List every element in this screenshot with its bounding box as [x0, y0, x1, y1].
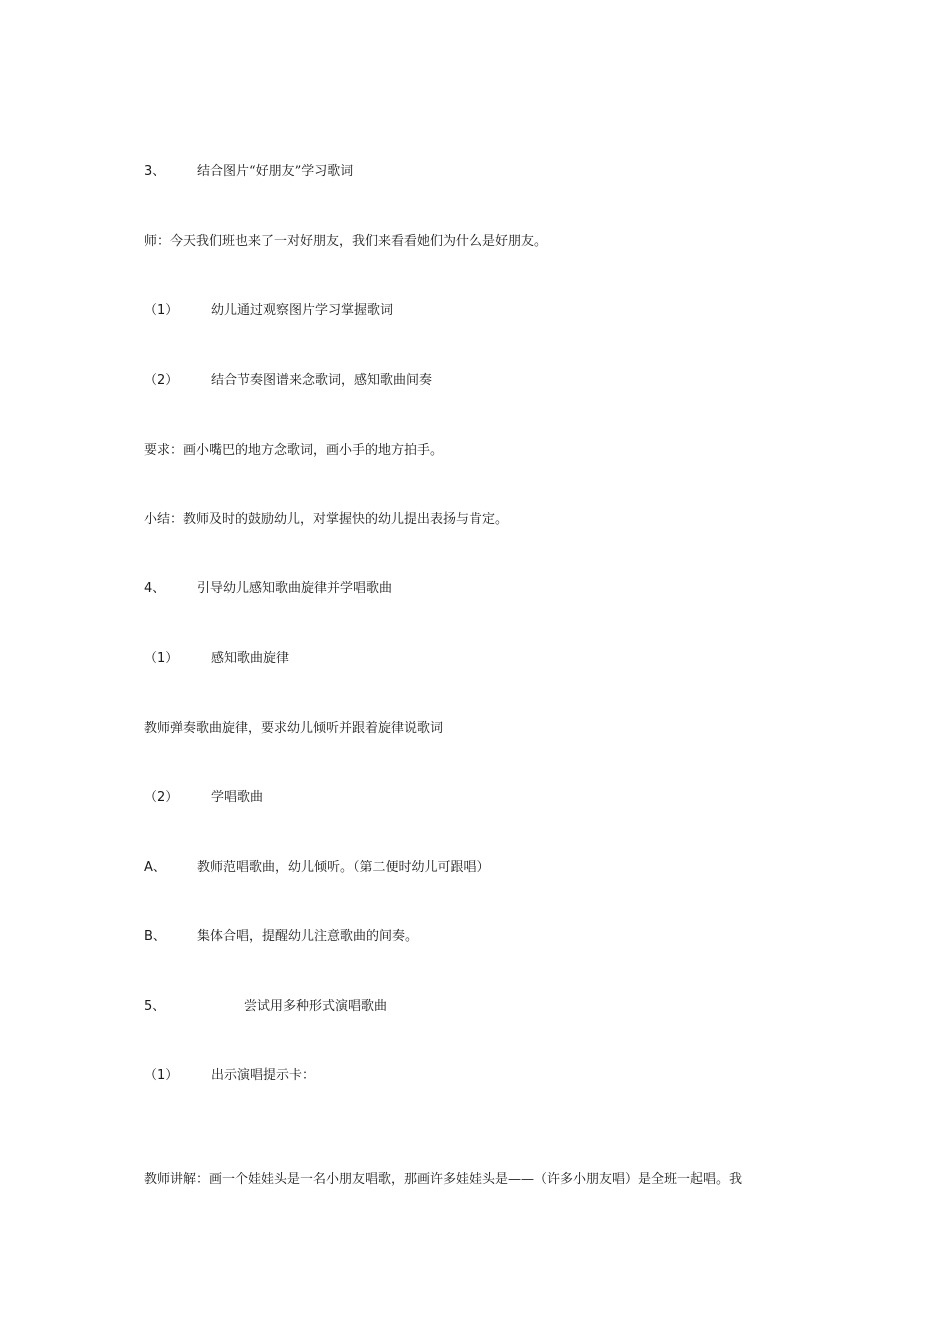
sub-item	[144, 789, 263, 807]
heading-text: 引导幼儿感知歌曲旋律并学唱歌曲	[197, 581, 393, 596]
list-marker: 5、	[144, 999, 166, 1014]
paragraph-text: 教师弹奏歌曲旋律，要求幼儿倾听并跟着旋律说歌词	[144, 721, 444, 736]
list-marker: （1）	[144, 1068, 179, 1083]
sub-item-text: 出示演唱提示卡：	[211, 1068, 316, 1083]
sub-item-text: 结合节奏图谱来念歌词，感知歌曲间奏	[211, 373, 433, 388]
list-marker: B、	[144, 929, 166, 944]
list-marker: （2）	[144, 790, 179, 805]
sub-item	[144, 650, 289, 668]
paragraph-text: 师：今天我们班也来了一对好朋友，我们来看看她们为什么是好朋友。	[144, 234, 548, 249]
heading-text: 结合图片“好朋友”学习歌词	[197, 164, 354, 179]
step-item-text: 集体合唱，提醒幼儿注意歌曲的间奏。	[197, 929, 419, 944]
list-marker: 4、	[144, 581, 166, 596]
paragraph-text: 要求：画小嘴巴的地方念歌词，画小手的地方拍手。	[144, 443, 444, 458]
section-heading-5	[144, 998, 387, 1016]
list-marker: A、	[144, 860, 166, 875]
heading-text: 尝试用多种形式演唱歌曲	[244, 999, 388, 1014]
paragraph	[144, 233, 547, 251]
sub-item-text: 学唱歌曲	[211, 790, 264, 805]
section-heading-3	[144, 163, 353, 181]
list-marker: （1）	[144, 651, 179, 666]
sub-item-text: 感知歌曲旋律	[211, 651, 290, 666]
sub-item	[144, 372, 432, 390]
sub-item-text: 幼儿通过观察图片学习掌握歌词	[211, 303, 394, 318]
paragraph	[144, 511, 508, 529]
paragraph	[144, 1171, 742, 1189]
list-marker: 3、	[144, 164, 166, 179]
paragraph	[144, 442, 443, 460]
list-marker: （2）	[144, 373, 179, 388]
step-item	[144, 859, 490, 877]
list-marker: （1）	[144, 303, 179, 318]
paragraph-text: 教师讲解：画一个娃娃头是一名小朋友唱歌，那画许多娃娃头是——（许多小朋友唱）是全班一起唱。我	[144, 1172, 743, 1187]
section-heading-4	[144, 580, 392, 598]
paragraph-text: 小结：教师及时的鼓励幼儿，对掌握快的幼儿提出表扬与肯定。	[144, 512, 509, 527]
paragraph	[144, 720, 443, 738]
step-item	[144, 928, 418, 946]
step-item-text: 教师范唱歌曲，幼儿倾听。（第二便时幼儿可跟唱）	[197, 860, 490, 875]
sub-item	[144, 302, 393, 320]
sub-item	[144, 1067, 315, 1085]
